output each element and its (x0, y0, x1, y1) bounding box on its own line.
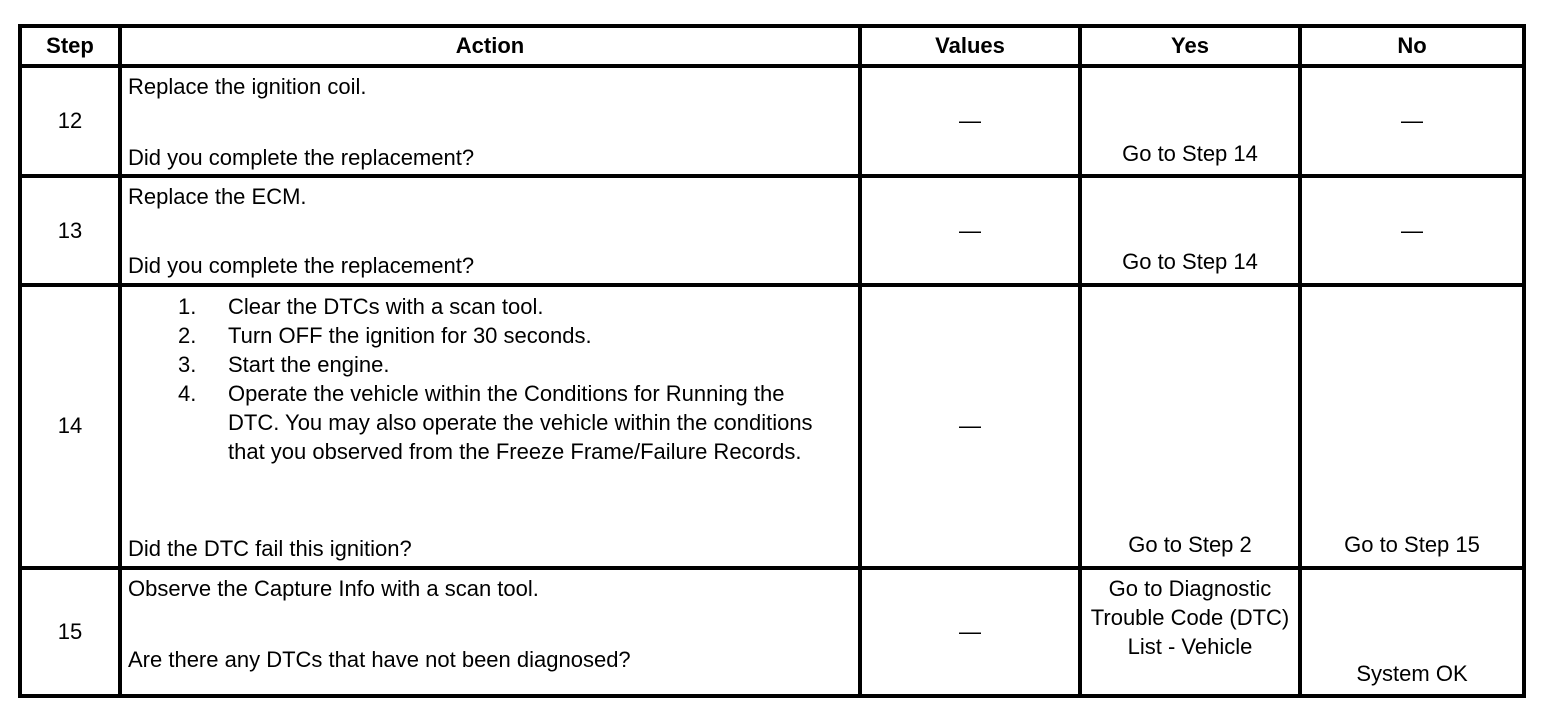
values-cell: — (860, 285, 1080, 568)
yes-cell (1080, 176, 1300, 284)
values-cell: — (860, 568, 1080, 696)
step-number: 13 (20, 176, 120, 284)
step-number: 12 (20, 66, 120, 176)
action-cell (120, 176, 860, 284)
action-cell (120, 568, 860, 696)
list-item: 1. Clear the DTCs with a scan tool. (178, 293, 544, 319)
action-text: Replace the ECM. (128, 184, 307, 210)
action-steps-list (128, 292, 852, 466)
values-cell: — (860, 66, 1080, 176)
yes-cell (1080, 568, 1300, 696)
step-number: 14 (20, 285, 120, 568)
values-cell: — (860, 176, 1080, 284)
no-result: System OK (1356, 660, 1468, 686)
action-question: Did you complete the replacement? (128, 145, 475, 170)
yes-link[interactable]: Go to Step 14 (1122, 249, 1258, 275)
list-item: 3. Start the engine. (178, 351, 390, 377)
header-no: No (1300, 26, 1524, 66)
action-cell (120, 66, 860, 176)
no-cell (1300, 568, 1524, 696)
diagnostic-table (18, 24, 1526, 698)
action-text: Replace the ignition coil. (128, 74, 367, 99)
list-item: 2. Turn OFF the ignition for 30 seconds. (178, 322, 592, 348)
no-link[interactable]: Go to Step 15 (1344, 531, 1480, 557)
table-row (20, 568, 1524, 696)
no-cell: — (1300, 66, 1524, 176)
yes-cell (1080, 66, 1300, 176)
action-question: Did the DTC fail this ignition? (128, 535, 412, 561)
list-item: 4. Operate the vehicle within the Conditions for Running the DTC. You may also operate the vehicle within the conditions that you observed from the Freeze Frame/Failure Records. (178, 380, 813, 464)
header-action: Action (120, 26, 860, 66)
yes-link[interactable]: Go to Step 2 (1128, 531, 1252, 557)
yes-link[interactable]: Go to Diagnostic Trouble Code (DTC) List - Vehicle (1090, 575, 1290, 659)
no-cell (1300, 285, 1524, 568)
table-row (20, 285, 1524, 568)
header-values: Values (860, 26, 1080, 66)
action-question: Are there any DTCs that have not been diagnosed? (128, 646, 631, 672)
header-row (20, 26, 1524, 66)
step-number: 15 (20, 568, 120, 696)
header-step: Step (20, 26, 120, 66)
table-row (20, 66, 1524, 176)
header-yes: Yes (1080, 26, 1300, 66)
yes-cell (1080, 285, 1300, 568)
no-cell: — (1300, 176, 1524, 284)
yes-link[interactable]: Go to Step 14 (1122, 141, 1258, 166)
action-cell (120, 285, 860, 568)
table-row (20, 176, 1524, 284)
action-question: Did you complete the replacement? (128, 253, 475, 279)
action-text: Observe the Capture Info with a scan tool. (128, 575, 539, 601)
